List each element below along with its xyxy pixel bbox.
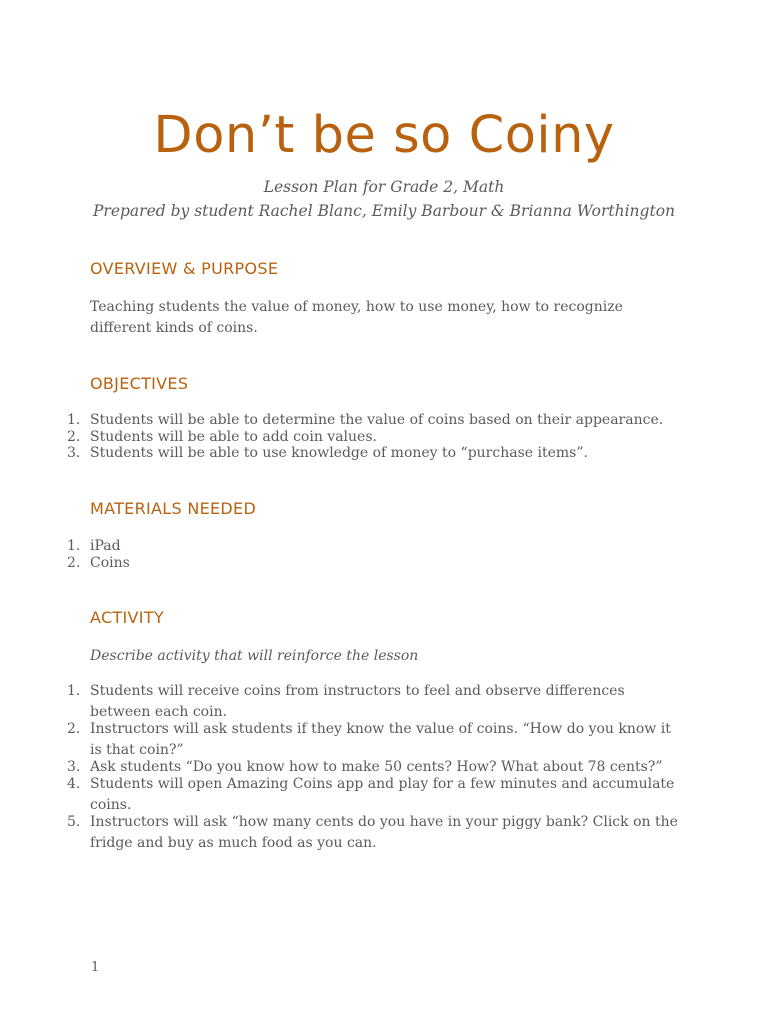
list-item-text: Instructors will ask students if they know the value of coins. “How do you know it is that coin?” xyxy=(90,721,671,758)
list-number: 2. xyxy=(67,721,81,737)
list-number: 1. xyxy=(67,412,81,428)
overview-text: Teaching students the value of money, how to use money, how to recognize different kinds of coins. xyxy=(90,299,623,336)
subtitle-prepared-by: Prepared by student Rachel Blanc, Emily Barbour & Brianna Worthington xyxy=(92,202,676,220)
heading-overview: OVERVIEW & PURPOSE xyxy=(90,259,279,278)
list-item xyxy=(67,774,686,816)
list-number: 2. xyxy=(67,554,81,571)
materials-list xyxy=(67,538,690,571)
list-item-text: Instructors will ask “how many cents do you have in your piggy bank? Click on the fridge and buy as much food as you can. xyxy=(90,814,678,851)
list-item-text: iPad xyxy=(90,538,121,554)
list-number: 5. xyxy=(67,814,81,830)
page-number: 1 xyxy=(91,960,100,975)
list-item-text: Students will be able to use knowledge of money to “purchase items”. xyxy=(90,445,588,462)
list-number: 2. xyxy=(67,428,81,445)
list-item-text: Coins xyxy=(90,554,130,571)
list-item xyxy=(67,538,690,555)
heading-objectives: OBJECTIVES xyxy=(90,374,189,393)
list-item-text: Students will receive coins from instructors to feel and observe differences between each coin. xyxy=(90,683,625,720)
list-item xyxy=(67,554,690,572)
list-item-text: Students will be able to add coin values. xyxy=(90,428,377,445)
list-number: 1. xyxy=(67,683,81,699)
list-number: 4. xyxy=(67,776,81,792)
list-item xyxy=(67,719,686,761)
list-item xyxy=(67,812,686,854)
list-item-text: Students will open Amazing Coins app and play for a few minutes and accumulate coins. xyxy=(90,776,675,813)
subtitle-lesson-plan: Lesson Plan for Grade 2, Math xyxy=(263,178,505,196)
document-title: Don’t be so Coiny xyxy=(153,106,615,165)
activity-instruction: Describe activity that will reinforce the lesson xyxy=(90,648,419,664)
list-item xyxy=(67,412,690,429)
activity-list xyxy=(67,681,686,851)
objectives-list xyxy=(67,412,690,462)
list-item-text: Students will be able to determine the value of coins based on their appearance. xyxy=(90,412,664,428)
list-item xyxy=(67,445,690,462)
list-item-text: Ask students “Do you know how to make 50 cents? How? What about 78 cents?” xyxy=(90,759,663,775)
list-number: 3. xyxy=(67,445,81,462)
list-number: 3. xyxy=(67,759,81,775)
list-number: 1. xyxy=(67,538,81,554)
heading-activity: ACTIVITY xyxy=(90,608,164,627)
heading-materials: MATERIALS NEEDED xyxy=(90,499,257,518)
list-item xyxy=(67,681,686,723)
list-item xyxy=(67,428,690,446)
